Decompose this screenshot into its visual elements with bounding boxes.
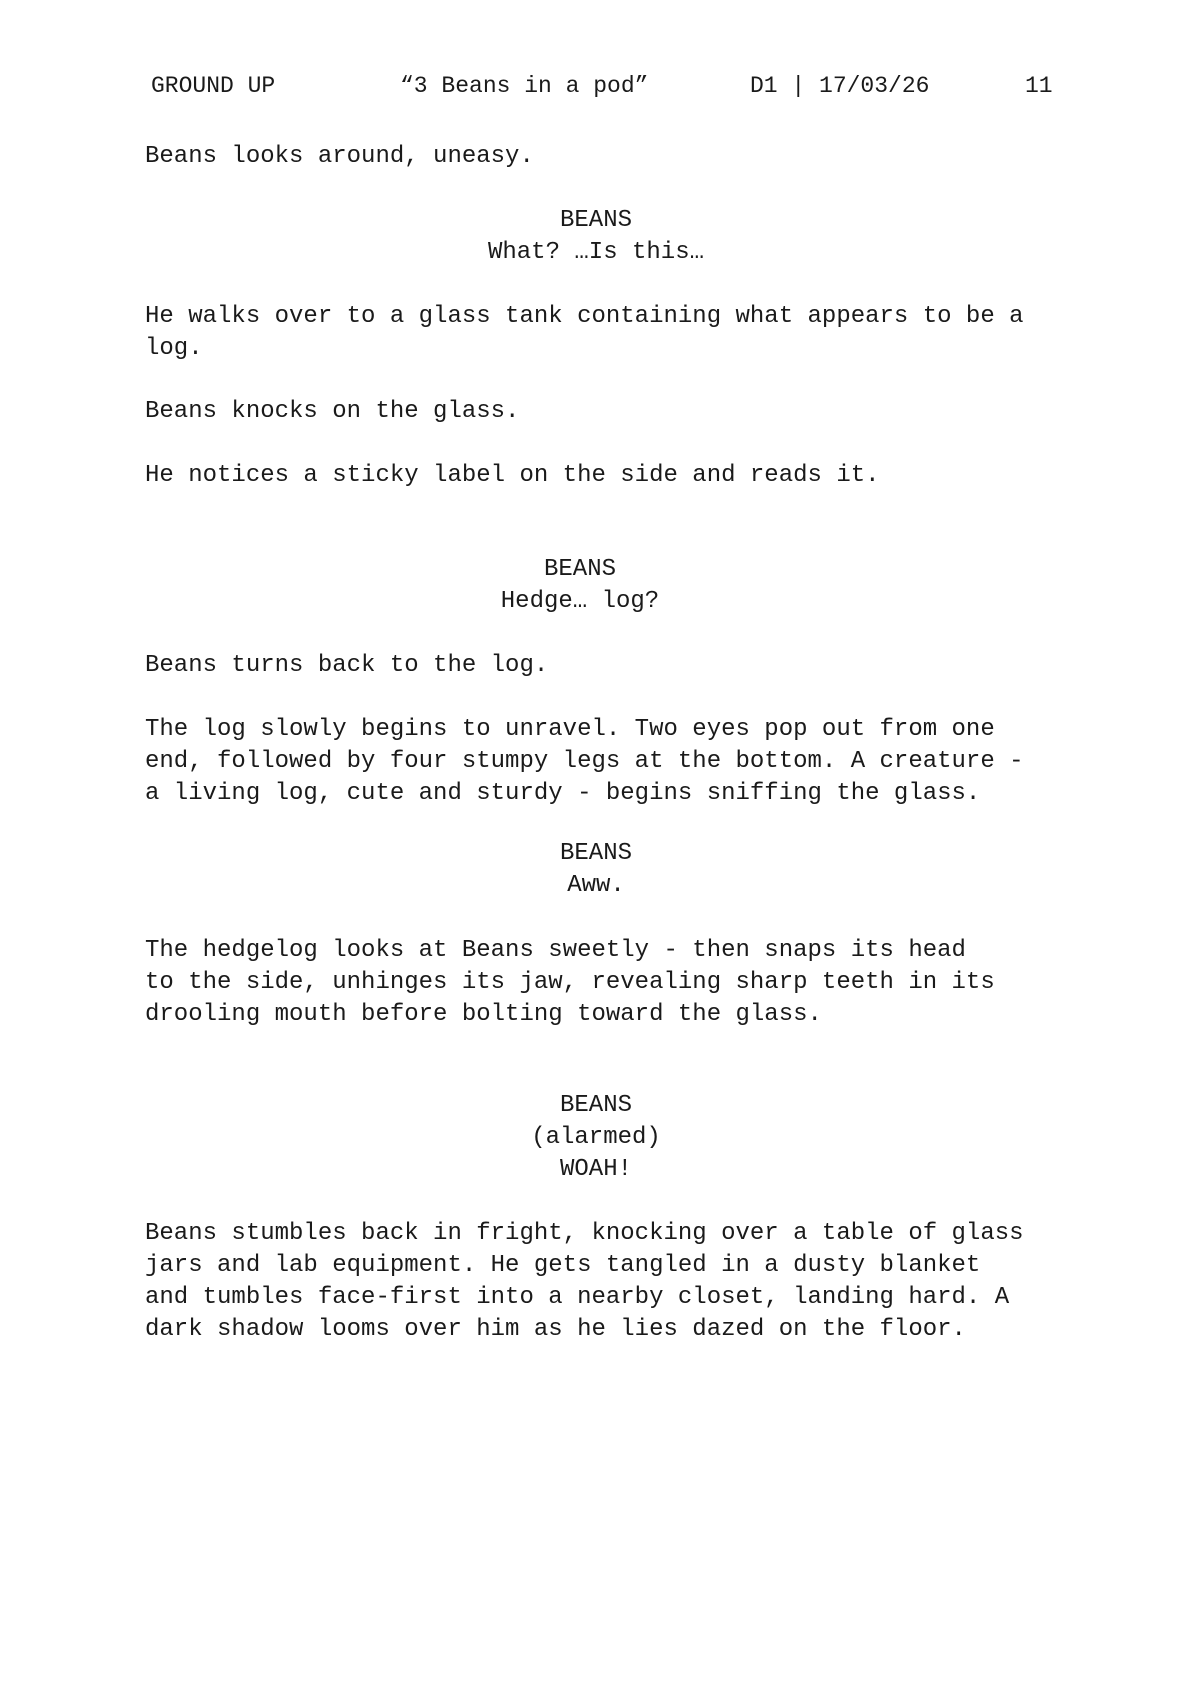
action-line: Beans stumbles back in fright, knocking over a table of glass xyxy=(145,1220,1024,1247)
action-line: He walks over to a glass tank containing what appears to be a xyxy=(145,303,1024,330)
character-name: BEANS xyxy=(559,207,632,234)
header-draft-date: D1 | 17/03/26 xyxy=(750,73,930,99)
action-line: jars and lab equipment. He gets tangled in a dusty blanket xyxy=(145,1252,981,1279)
dialogue-line: Hedge… log? xyxy=(500,588,660,615)
action-line: The hedgelog looks at Beans sweetly - then snaps its head xyxy=(145,937,966,964)
action-line: dark shadow looms over him as he lies dazed on the floor. xyxy=(145,1316,966,1343)
character-name: BEANS xyxy=(543,556,616,583)
dialogue-line: Aww. xyxy=(567,872,625,899)
action-line: Beans knocks on the glass. xyxy=(145,398,520,425)
action-line: log. xyxy=(145,335,203,362)
dialogue-line: What? …Is this… xyxy=(487,239,705,266)
header-episode-title: “3 Beans in a pod” xyxy=(400,73,649,99)
action-line: drooling mouth before bolting toward the glass. xyxy=(145,1001,822,1028)
parenthetical: (alarmed) xyxy=(531,1124,661,1151)
action-line: He notices a sticky label on the side and reads it. xyxy=(145,462,880,489)
header-page-number: 11 xyxy=(1025,73,1053,99)
dialogue-line: WOAH! xyxy=(559,1156,632,1183)
action-line: to the side, unhinges its jaw, revealing sharp teeth in its xyxy=(145,969,995,996)
action-line: Beans looks around, uneasy. xyxy=(145,143,534,170)
character-name: BEANS xyxy=(559,840,632,867)
action-line: and tumbles face-first into a nearby closet, landing hard. A xyxy=(145,1284,1010,1311)
character-name: BEANS xyxy=(559,1092,632,1119)
action-line: end, followed by four stumpy legs at the bottom. A creature - xyxy=(145,748,1024,775)
header-show-title: GROUND UP xyxy=(151,73,276,99)
action-line: Beans turns back to the log. xyxy=(145,652,549,679)
action-line: The log slowly begins to unravel. Two eyes pop out from one xyxy=(145,716,995,743)
action-line: a living log, cute and sturdy - begins sniffing the glass. xyxy=(145,780,981,807)
